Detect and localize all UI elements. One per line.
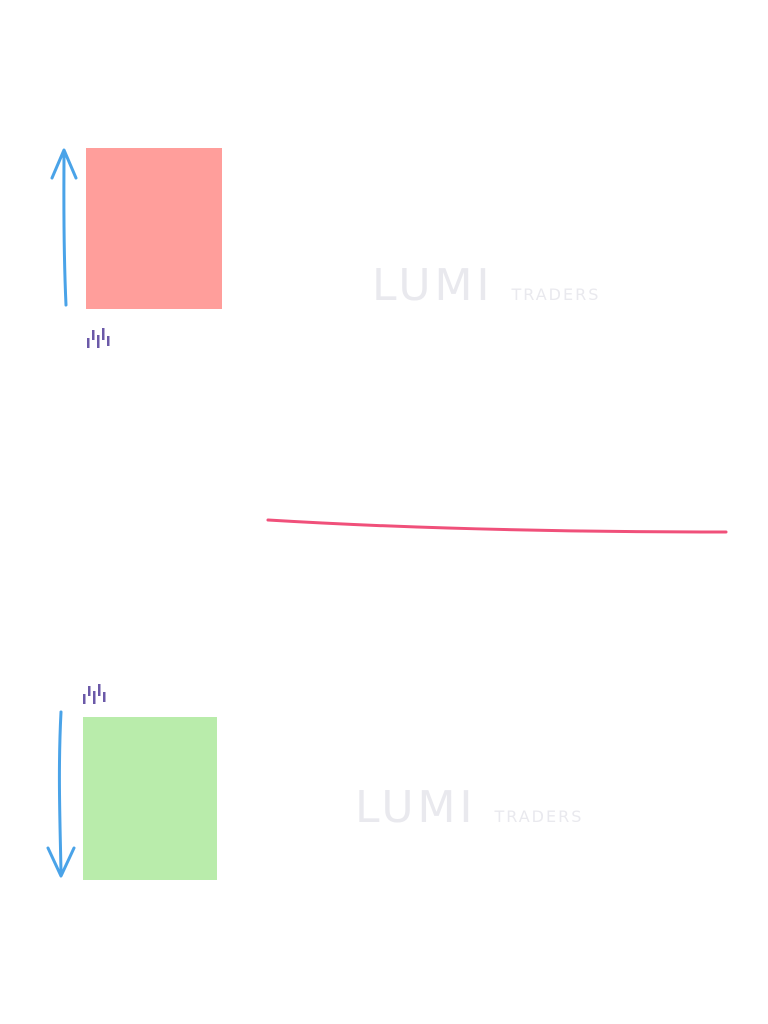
- watermark-bottom: LUMI TRADERS: [355, 782, 584, 833]
- watermark-top: LUMI TRADERS: [372, 260, 601, 311]
